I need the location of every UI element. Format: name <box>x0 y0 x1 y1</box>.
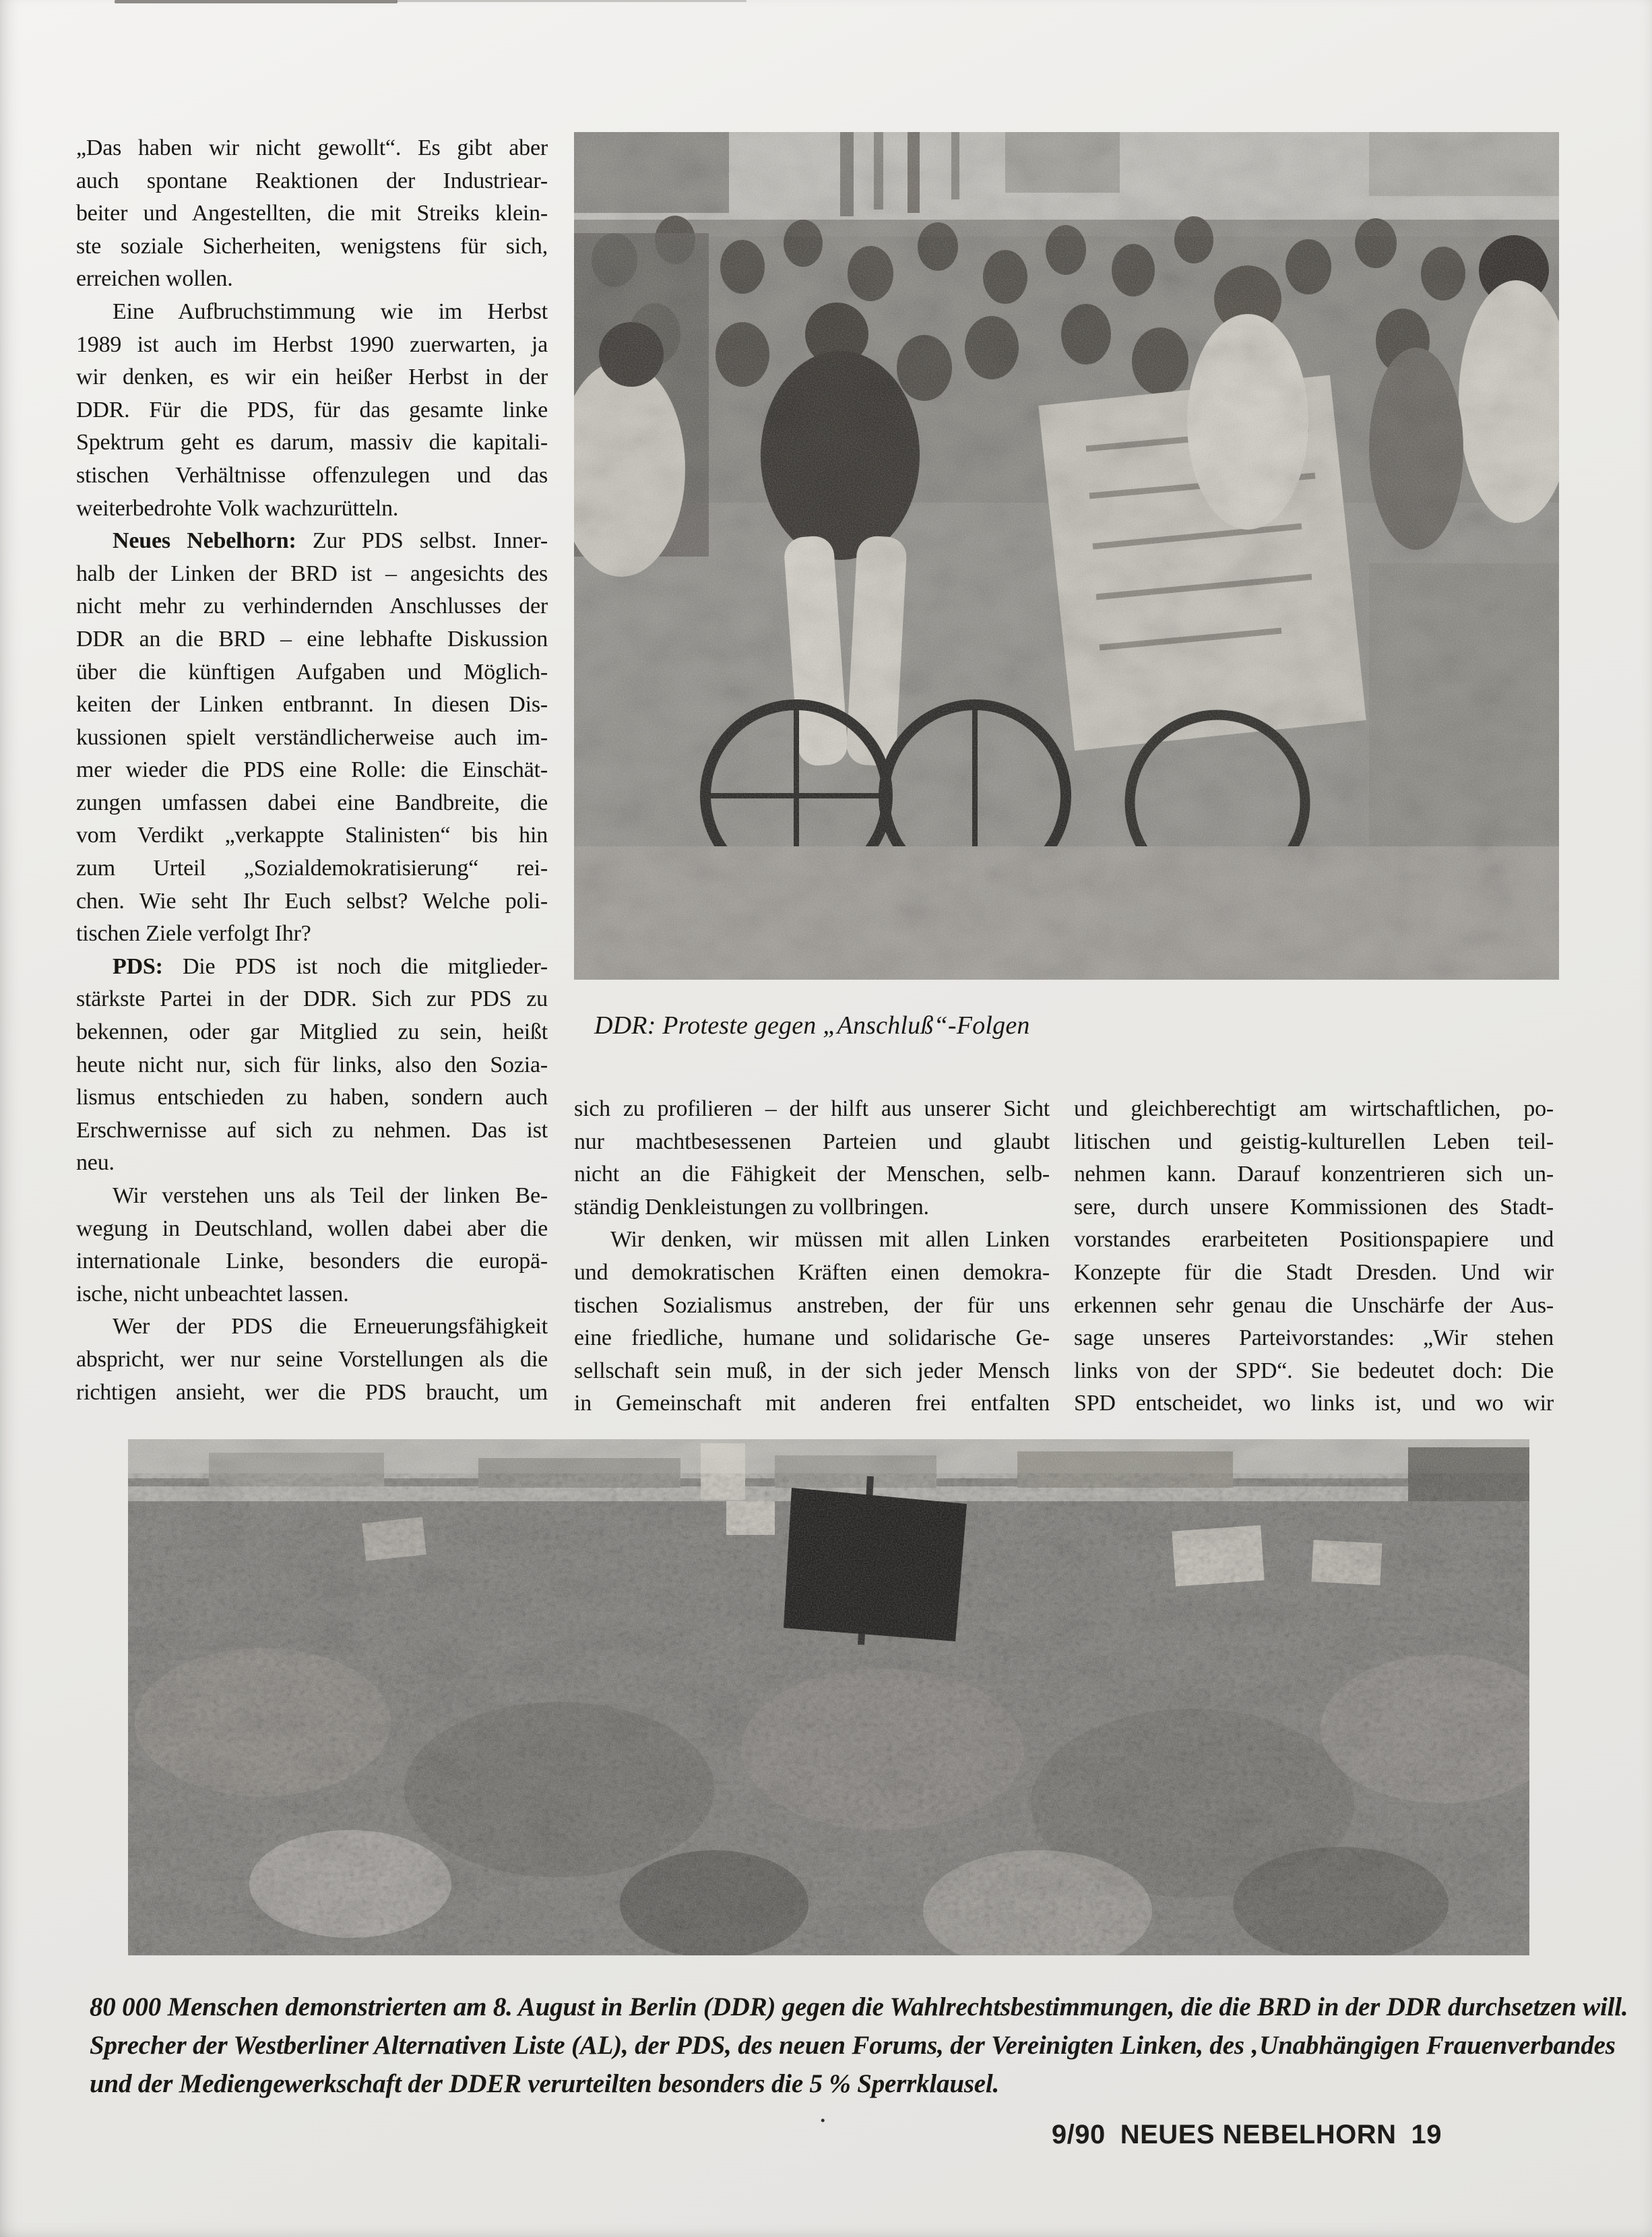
body-line: kussionen spielt verständlicherweise auch im- <box>76 724 548 750</box>
body-line: in Gemeinschaft mit anderen frei entfalten <box>574 1391 1050 1416</box>
body-line: sich zu profilieren – der hilft aus unserer Sicht <box>574 1096 1050 1121</box>
body-line: Wir verstehen uns als Teil der linken Be- <box>113 1183 548 1208</box>
photo-wheelchair-protest <box>574 132 1559 980</box>
body-line: tischen Ziele verfolgt Ihr? <box>76 921 311 947</box>
caption-line: Sprecher der Westberliner Alternativen Liste (AL), der PDS, des neuen Forums, der Vereinigten Linken, des ‚Unabhängigen Frauenverbandes <box>90 2031 1616 2060</box>
footer-page-number: 19 <box>1411 2120 1442 2149</box>
body-line: Konzepte für die Stadt Dresden. Und wir <box>1074 1259 1554 1285</box>
body-line: sere, durch unsere Kommissionen des Stadt- <box>1074 1194 1554 1220</box>
photo-wheelchair-protest-illustration <box>574 132 1559 980</box>
photo-mass-demonstration <box>128 1439 1529 1955</box>
body-line: litischen und geistig-kulturellen Leben teil- <box>1074 1129 1554 1154</box>
body-line: Erschwernisse auf sich zu nehmen. Das ist <box>76 1117 548 1143</box>
body-line: über die künftigen Aufgaben und Möglich- <box>76 659 548 685</box>
body-line: Eine Aufbruchstimmung wie im Herbst <box>113 298 548 324</box>
body-line: Spektrum geht es darum, massiv die kapitali- <box>76 430 548 455</box>
page-footer <box>970 2120 1442 2150</box>
body-line: wegung in Deutschland, wollen dabei aber die <box>76 1216 548 1241</box>
body-line: SPD entscheidet, wo links ist, und wo wir <box>1074 1391 1554 1416</box>
body-line: stärkste Partei in der DDR. Sich zur PDS zu <box>76 986 548 1012</box>
stray-period-mark: . <box>819 2098 827 2129</box>
body-line: nehmen kann. Darauf konzentrieren sich un- <box>1074 1162 1554 1187</box>
body-line: internationale Linke, besonders die europä- <box>76 1249 548 1274</box>
article-column-right <box>1074 1093 1554 1420</box>
body-line: nicht mehr zu verhindernden Anschlusses der <box>76 594 548 619</box>
body-line: nicht an die Fähigkeit der Menschen, selb- <box>574 1162 1050 1187</box>
halftone-grain <box>128 1439 1529 1955</box>
body-line: erkennen sehr genau die Unschärfe der Aus- <box>1074 1292 1554 1318</box>
body-line: chen. Wie seht Ihr Euch selbst? Welche poli- <box>76 888 548 914</box>
body-line: heute nicht nur, sich für links, also den Sozia- <box>76 1052 548 1077</box>
body-line: Neues Nebelhorn: Zur PDS selbst. Inner- <box>113 528 548 554</box>
body-line: Wer der PDS die Erneuerungsfähigkeit <box>113 1314 548 1340</box>
body-line: vorstandes erarbeiteten Positionspapiere und <box>1074 1227 1554 1253</box>
photo-caption-bottom <box>90 1988 1628 2103</box>
body-line: erreichen wollen. <box>76 266 233 292</box>
body-line: 1989 ist auch im Herbst 1990 zuerwarten, ja <box>76 332 548 357</box>
body-line: abspricht, wer nur seine Vorstellungen als die <box>76 1346 548 1372</box>
body-line: beiter und Angestellten, die mit Streiks klein- <box>76 201 548 226</box>
halftone-grain <box>574 132 1559 980</box>
body-line: zum Urteil „Sozialdemokratisierung“ rei- <box>76 856 548 881</box>
body-line: weiterbedrohte Volk wachzurütteln. <box>76 495 399 521</box>
body-line: lismus entschieden zu haben, sondern auch <box>76 1085 548 1110</box>
footer-magazine-title: NEUES NEBELHORN <box>1120 2120 1397 2149</box>
footer-issue: 9/90 <box>1051 2120 1106 2149</box>
photo-mass-demonstration-illustration <box>128 1439 1529 1955</box>
article-column-left <box>76 132 548 1409</box>
body-line: PDS: Die PDS ist noch die mitglieder- <box>113 953 548 979</box>
scan-artifact-top-edge <box>115 0 398 3</box>
body-line: ständig Denkleistungen zu vollbringen. <box>574 1194 929 1220</box>
body-line: zungen umfassen dabei eine Bandbreite, die <box>76 790 548 815</box>
body-line: ste soziale Sicherheiten, wenigstens für sich, <box>76 233 548 259</box>
body-line: stischen Verhältnisse offenzulegen und das <box>76 462 548 488</box>
body-line: halb der Linken der BRD ist – angesichts des <box>76 561 548 586</box>
body-line: ische, nicht unbeachtet lassen. <box>76 1281 349 1306</box>
body-line: und demokratischen Kräften einen demokra- <box>574 1259 1050 1285</box>
body-line: wir denken, es wir ein heißer Herbst in der <box>76 365 548 390</box>
body-line: vom Verdikt „verkappte Stalinisten“ bis hin <box>76 823 548 848</box>
body-line: und gleichberechtigt am wirtschaftlichen, po- <box>1074 1096 1554 1121</box>
body-line: DDR. Für die PDS, für das gesamte linke <box>76 397 548 422</box>
body-line: neu. <box>76 1150 115 1176</box>
article-column-middle <box>574 1093 1050 1420</box>
body-line: tischen Sozialismus anstreben, der für uns <box>574 1292 1050 1318</box>
body-line: richtigen ansieht, wer die PDS braucht, um <box>76 1379 548 1405</box>
body-line: sellschaft sein muß, in der sich jeder Mensch <box>574 1358 1050 1383</box>
body-line: auch spontane Reaktionen der Industriear- <box>76 168 548 193</box>
body-line: bekennen, oder gar Mitglied zu sein, heißt <box>76 1019 548 1045</box>
caption-line: und der Mediengewerkschaft der DDER verurteilten besonders die 5 % Sperrklausel. <box>90 2069 1000 2098</box>
body-line: „Das haben wir nicht gewollt“. Es gibt aber <box>76 135 548 160</box>
body-line: sage unseres Parteivorstandes: „Wir stehen <box>1074 1325 1554 1351</box>
body-line: eine friedliche, humane und solidarische Ge- <box>574 1325 1050 1351</box>
body-line: mer wieder die PDS eine Rolle: die Einschät- <box>76 757 548 783</box>
body-line: links von der SPD“. Sie bedeutet doch: Die <box>1074 1358 1554 1383</box>
body-line: keiten der Linken entbrannt. In diesen Dis- <box>76 692 548 718</box>
body-line: DDR an die BRD – eine lebhafte Diskussion <box>76 626 548 652</box>
body-line: Wir denken, wir müssen mit allen Linken <box>610 1227 1050 1253</box>
body-line: nur machtbesessenen Parteien und glaubt <box>574 1129 1050 1154</box>
scan-artifact-top-edge-faint <box>396 0 746 2</box>
caption-line: 80 000 Menschen demonstrierten am 8. August in Berlin (DDR) gegen die Wahlrechtsbestimmungen, die die BRD in der DDR durchsetzen will. <box>90 1992 1628 2021</box>
photo-caption-top: DDR: Proteste gegen „Anschluß“-Folgen <box>594 1011 1030 1040</box>
